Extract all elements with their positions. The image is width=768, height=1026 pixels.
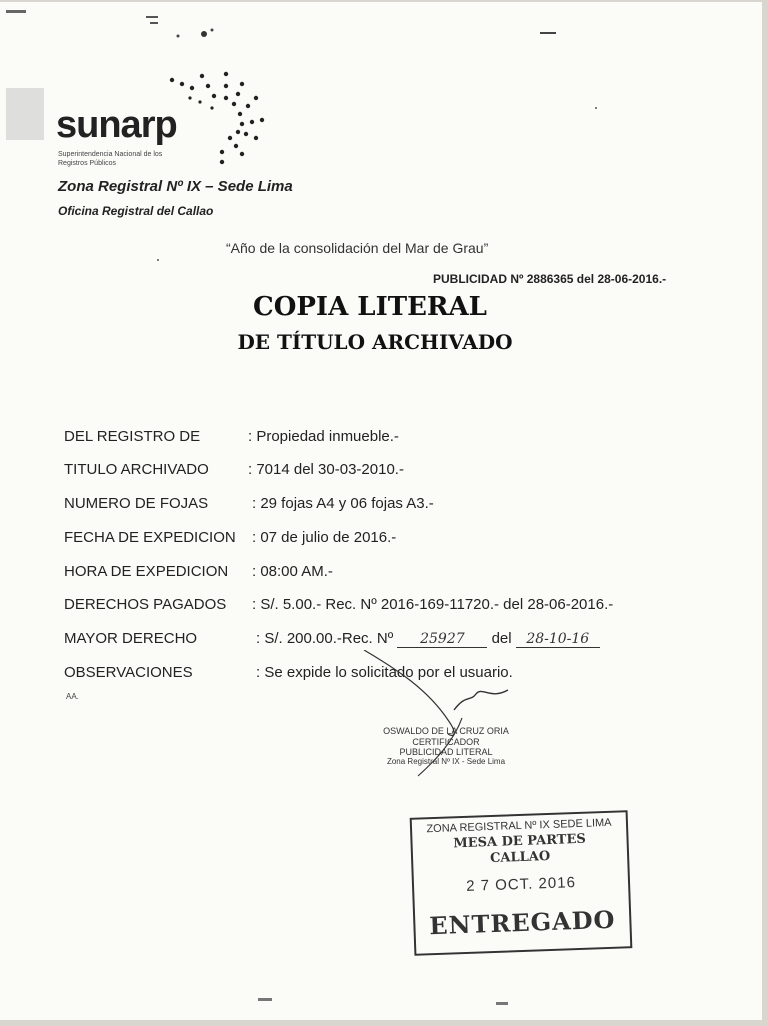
oficina-registral: Oficina Registral del Callao [58, 204, 214, 218]
handwritten-date: 28-10-16 [516, 631, 600, 648]
certifier-name: OSWALDO DE LA CRUZ ORIA [383, 726, 509, 736]
publicidad-number: PUBLICIDAD Nº 2886365 del 28-06-2016.- [433, 272, 667, 286]
sun-rays-icon [152, 68, 272, 178]
field-label: FECHA DE EXPEDICION [64, 529, 236, 546]
field-label: DEL REGISTRO DE [64, 428, 201, 445]
zona-registral: Zona Registral Nº IX – Sede Lima [58, 178, 293, 195]
handwritten-receipt-number: 25927 [397, 631, 487, 648]
field-value: : 08:00 AM.- [252, 563, 333, 580]
document-page [0, 2, 762, 1020]
field-label: DERECHOS PAGADOS [64, 596, 227, 613]
field-value: : Propiedad inmueble.- [248, 428, 399, 445]
field-label: MAYOR DERECHO [64, 630, 198, 647]
stamp-mesa-partes: MESA DE PARTES [453, 831, 587, 852]
field-label: OBSERVACIONES [64, 664, 193, 681]
mayor-derecho-amount: : S/. 200.00.-Rec. Nº [256, 630, 394, 647]
logo-subtitle: Superintendencia Nacional de los Registros Públicos [58, 151, 163, 167]
field-value: : 29 fojas A4 y 06 fojas A3.- [252, 495, 434, 512]
field-label: HORA DE EXPEDICION [64, 563, 229, 580]
field-value: : Se expide lo solicitado por el usuario. [256, 664, 513, 681]
certifier-zone: Zona Registral Nº IX - Sede Lima [386, 757, 506, 766]
certifier-role: CERTIFICADOR [412, 737, 480, 747]
year-motto: “Año de la consolidación del Mar de Grau” [226, 240, 489, 256]
field-label: TITULO ARCHIVADO [64, 461, 209, 478]
field-value: : 7014 del 30-03-2010.- [248, 461, 404, 478]
sunarp-logo [56, 68, 276, 178]
del-label: del [491, 630, 512, 647]
field-label: NUMERO DE FOJAS [64, 495, 209, 512]
field-value: : S/. 5.00.- Rec. Nº 2016-169-11720.- del 28-06-2016.- [252, 596, 614, 613]
stamp-status: ENTREGADO [428, 904, 616, 941]
initials: AA. [66, 692, 79, 701]
document-title: COPIA LITERAL [253, 292, 487, 322]
stamp-date: 2 7 OCT. 2016 [465, 874, 577, 895]
certifier-signature [358, 694, 528, 784]
stamp-zona: ZONA REGISTRAL Nº IX SEDE LIMA [426, 816, 612, 836]
field-value [256, 630, 600, 648]
certifier-dept: PUBLICIDAD LITERAL [399, 747, 493, 757]
logo-wordmark: sunarp [56, 104, 177, 146]
field-value: : 07 de julio de 2016.- [252, 529, 397, 546]
stamp-callao: CALLAO [489, 848, 551, 867]
document-subtitle: DE TÍTULO ARCHIVADO [237, 330, 513, 354]
entregado-stamp [410, 810, 633, 956]
